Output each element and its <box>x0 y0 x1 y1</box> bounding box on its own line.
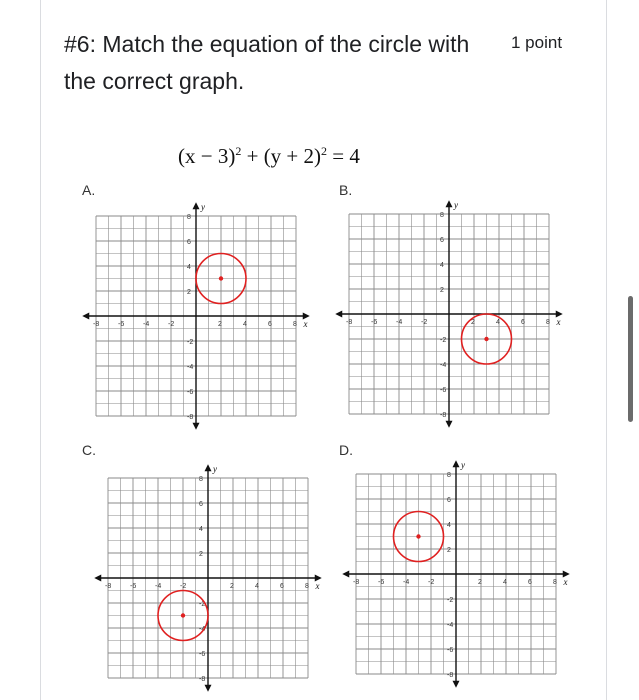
circle-center-point <box>484 337 488 341</box>
graph-option-b[interactable] <box>333 198 565 436</box>
x-tick-label: -2 <box>180 583 187 590</box>
x-tick-label: 8 <box>305 583 309 590</box>
y-tick-label: 6 <box>447 497 451 504</box>
y-axis-label: y <box>213 463 217 474</box>
y-tick-label: -4 <box>440 362 447 369</box>
y-tick-label: -2 <box>440 337 447 344</box>
y-axis-arrow-down <box>446 421 453 428</box>
x-tick-label: 6 <box>521 319 525 326</box>
x-axis-label: x <box>563 577 568 587</box>
y-axis-arrow-down <box>453 681 460 688</box>
graph-option-a[interactable] <box>80 200 312 438</box>
y-tick-label: 8 <box>187 214 191 221</box>
coordinate-plane <box>333 198 565 436</box>
y-axis-arrow-down <box>205 685 212 692</box>
x-tick-label: -2 <box>168 321 175 328</box>
coordinate-plane <box>92 462 324 700</box>
x-tick-label: -8 <box>93 321 100 328</box>
option-label-a: A. <box>82 182 96 198</box>
x-axis-arrow-left <box>335 311 342 318</box>
circle-equation <box>178 144 398 169</box>
x-tick-label: -4 <box>396 319 403 326</box>
x-tick-label: 8 <box>553 579 557 586</box>
y-tick-label: 2 <box>187 289 191 296</box>
y-axis-label: y <box>454 199 458 210</box>
y-tick-label: 8 <box>440 212 444 219</box>
x-tick-label: -6 <box>118 321 125 328</box>
y-tick-label: 4 <box>440 262 444 269</box>
y-tick-label: -4 <box>447 622 454 629</box>
y-tick-label: 6 <box>199 501 203 508</box>
x-tick-label: 2 <box>471 319 475 326</box>
y-tick-label: -4 <box>187 364 194 371</box>
x-tick-label: 6 <box>280 583 284 590</box>
y-tick-label: 8 <box>199 476 203 483</box>
x-tick-label: -2 <box>428 579 435 586</box>
x-tick-label: -8 <box>346 319 353 326</box>
y-tick-label: 4 <box>199 526 203 533</box>
equation-term-x: (x − 3) <box>178 144 236 168</box>
y-tick-label: 8 <box>447 472 451 479</box>
option-label-c: C. <box>82 442 96 458</box>
y-tick-label: -2 <box>199 601 206 608</box>
x-tick-label: -4 <box>403 579 410 586</box>
y-axis-label: y <box>201 201 205 212</box>
x-tick-label: 8 <box>293 321 297 328</box>
x-tick-label: 8 <box>546 319 550 326</box>
x-tick-label: -8 <box>353 579 360 586</box>
points-badge: 1 point <box>511 33 563 52</box>
y-tick-label: -6 <box>440 387 447 394</box>
x-tick-label: 6 <box>268 321 272 328</box>
coordinate-plane <box>80 200 312 438</box>
y-tick-label: 2 <box>447 547 451 554</box>
circle-center-point <box>181 613 185 617</box>
x-tick-label: -4 <box>143 321 150 328</box>
option-label-d: D. <box>339 442 353 458</box>
x-axis-arrow-left <box>82 313 89 320</box>
coordinate-plane <box>340 458 572 696</box>
x-tick-label: -6 <box>371 319 378 326</box>
circle-center-point <box>219 276 223 280</box>
x-tick-label: -2 <box>421 319 428 326</box>
y-tick-label: -4 <box>199 626 206 633</box>
x-tick-label: 2 <box>478 579 482 586</box>
x-tick-label: -6 <box>130 583 137 590</box>
question-title: #6: Match the equation of the circle with the correct graph. <box>64 31 470 94</box>
y-tick-label: -8 <box>199 676 206 683</box>
exponent-1: 2 <box>235 144 242 158</box>
x-tick-label: -4 <box>155 583 162 590</box>
scrollbar-thumb[interactable] <box>628 296 633 422</box>
y-tick-label: -6 <box>199 651 206 658</box>
x-tick-label: 4 <box>496 319 500 326</box>
graph-option-d[interactable] <box>340 458 572 696</box>
x-tick-label: 4 <box>243 321 247 328</box>
option-label-b: B. <box>339 182 353 198</box>
y-tick-label: -8 <box>440 412 447 419</box>
y-axis-arrow-up <box>453 460 460 467</box>
y-tick-label: 4 <box>187 264 191 271</box>
y-axis-label: y <box>461 459 465 470</box>
x-tick-label: 4 <box>255 583 259 590</box>
y-tick-label: 2 <box>199 551 203 558</box>
x-axis-label: x <box>556 317 561 327</box>
y-tick-label: 2 <box>440 287 444 294</box>
equation-equals: = 4 <box>332 144 360 168</box>
y-tick-label: 6 <box>187 239 191 246</box>
x-axis-arrow-left <box>342 571 349 578</box>
circle-center-point <box>416 534 420 538</box>
x-tick-label: 2 <box>230 583 234 590</box>
y-axis-arrow-down <box>193 423 200 430</box>
y-tick-label: 6 <box>440 237 444 244</box>
exponent-2: 2 <box>321 144 328 158</box>
equation-term-y: (y + 2) <box>263 144 322 168</box>
y-tick-label: -8 <box>447 672 454 679</box>
y-axis-arrow-up <box>193 202 200 209</box>
y-tick-label: -8 <box>187 414 194 421</box>
x-axis-arrow-left <box>94 575 101 582</box>
y-tick-label: -6 <box>187 389 194 396</box>
x-tick-label: -8 <box>105 583 112 590</box>
equation-plus: + <box>246 144 259 168</box>
y-tick-label: -6 <box>447 647 454 654</box>
x-tick-label: 4 <box>503 579 507 586</box>
x-tick-label: 2 <box>218 321 222 328</box>
y-tick-label: 4 <box>447 522 451 529</box>
x-axis-label: x <box>315 581 320 591</box>
x-tick-label: 6 <box>528 579 532 586</box>
y-tick-label: -2 <box>447 597 454 604</box>
x-axis-label: x <box>303 319 308 329</box>
x-tick-label: -6 <box>378 579 385 586</box>
y-tick-label: -2 <box>187 339 194 346</box>
graph-option-c[interactable] <box>92 462 324 700</box>
y-axis-arrow-up <box>205 464 212 471</box>
y-axis-arrow-up <box>446 200 453 207</box>
